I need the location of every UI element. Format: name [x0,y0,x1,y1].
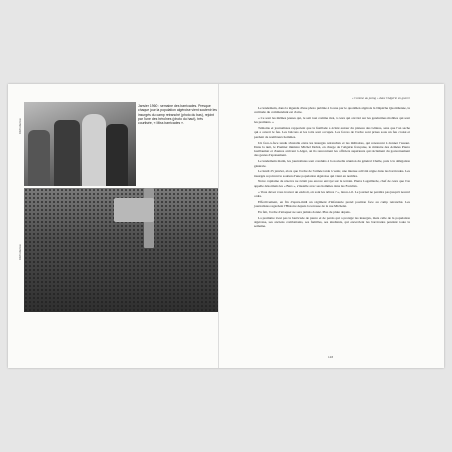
book-gutter [218,84,219,368]
paragraph: Le lendemain matin, les journalistes sont conduits à la nouvelle réunion du général Challe, puis à la délégation générale. [254,159,410,168]
paragraph: Effectivement, en fin d'après-midi un régiment d'infanterie prend position face au camp retranché. Les journalistes regardent l'Histoire depuis la terrasse de la rue Michelet. [254,199,410,208]
paragraph: « Vous devez vous trouver un endroit, où sont les nôtres ? », lance-t-il. Le journal ne paraîtra pas jusqu'à nouvel ordre. [254,189,410,198]
photo-caption [138,104,218,125]
paragraph: Le lendemain, dans la légende d'une photo publiée à la une par le quotidien algérois la Dépêche Quotidienne, la certitude du commandant est claire. [254,106,410,115]
photo-crowd-barricades [24,188,218,312]
photo-credit-bottom: DR/Collection [19,244,22,260]
right-page-text [254,96,410,230]
caption-text: Janvier 1960 : semaine des barricades. Presque chaque jour la population algéroise vient soutenir les insurgés du camp retranché (photo du bas), rejoint par l'une des héroïnes (photo du haut), très courtisée, « Miss barricades ». [138,104,217,126]
photo-credit-top: DR/Collection [19,118,22,134]
paragraph: Témoins et journalistes rapportent que la fusillade a éclaté autour du plateau des Glières, sans que l'on sache qui a ouvert le feu. Les balcons et les toits sont occupés. Les forces de l'ordre sont prises sous un feu croisé et perdent de nombreux hommes. [254,126,410,139]
paragraph: Un face-à-face tendu s'installe entre les insurgés retranchés et les militaires, qui renoncent à donner l'assaut. Dans la nuit, le Premier ministre Michel Debré, en charge de l'Algérie française, le ministre des Armées Pierre Guillaumat et d'autres arrivent à Alger, où ils rencontrent les officiers supérieurs qui réclament du gouvernement des gestes d'apaisement. [254,140,410,158]
paragraph: « Ce sont les mêmes jeunes qui, le sait tout comme moi, à ceux qui ont tiré sur les gendarmes mobiles qui sont les premiers. » [254,116,410,125]
paragraph: La première n'est pas la barricade de pierre et de pavés qui a protégé les insurgés, mais celle de la population algéroise, ses anciens combattants, ses familles, ses étudiants, qui encerclent les barricades pendant toute la semaine. [254,215,410,229]
paragraph: En fait, l'ordre d'attaquer ne sera jamais donné. Plus de pluie depuis. [258,209,351,214]
running-head: « Comme au poing » dans l'Algérie en guerre [351,96,410,100]
paragraph: Notre capitaine de réserve ne s'était pas encore envoyé sur le terrain. Pierre Lagaillarde, chef de ceux que l'on appelle désormais les « Bars », s'installe avec ses hommes dans les Facultés. [254,179,410,188]
photo-miss-barricades [24,102,136,186]
paragraph: Le lundi 25 janvier, alors que l'ordre de l'armée tarde à venir, une intense activité règne dans les barricades. Les insurgés reçoivent le soutien d'une population algéroise qui vient en nombre. [254,169,410,178]
page-number: 143 [328,355,334,359]
